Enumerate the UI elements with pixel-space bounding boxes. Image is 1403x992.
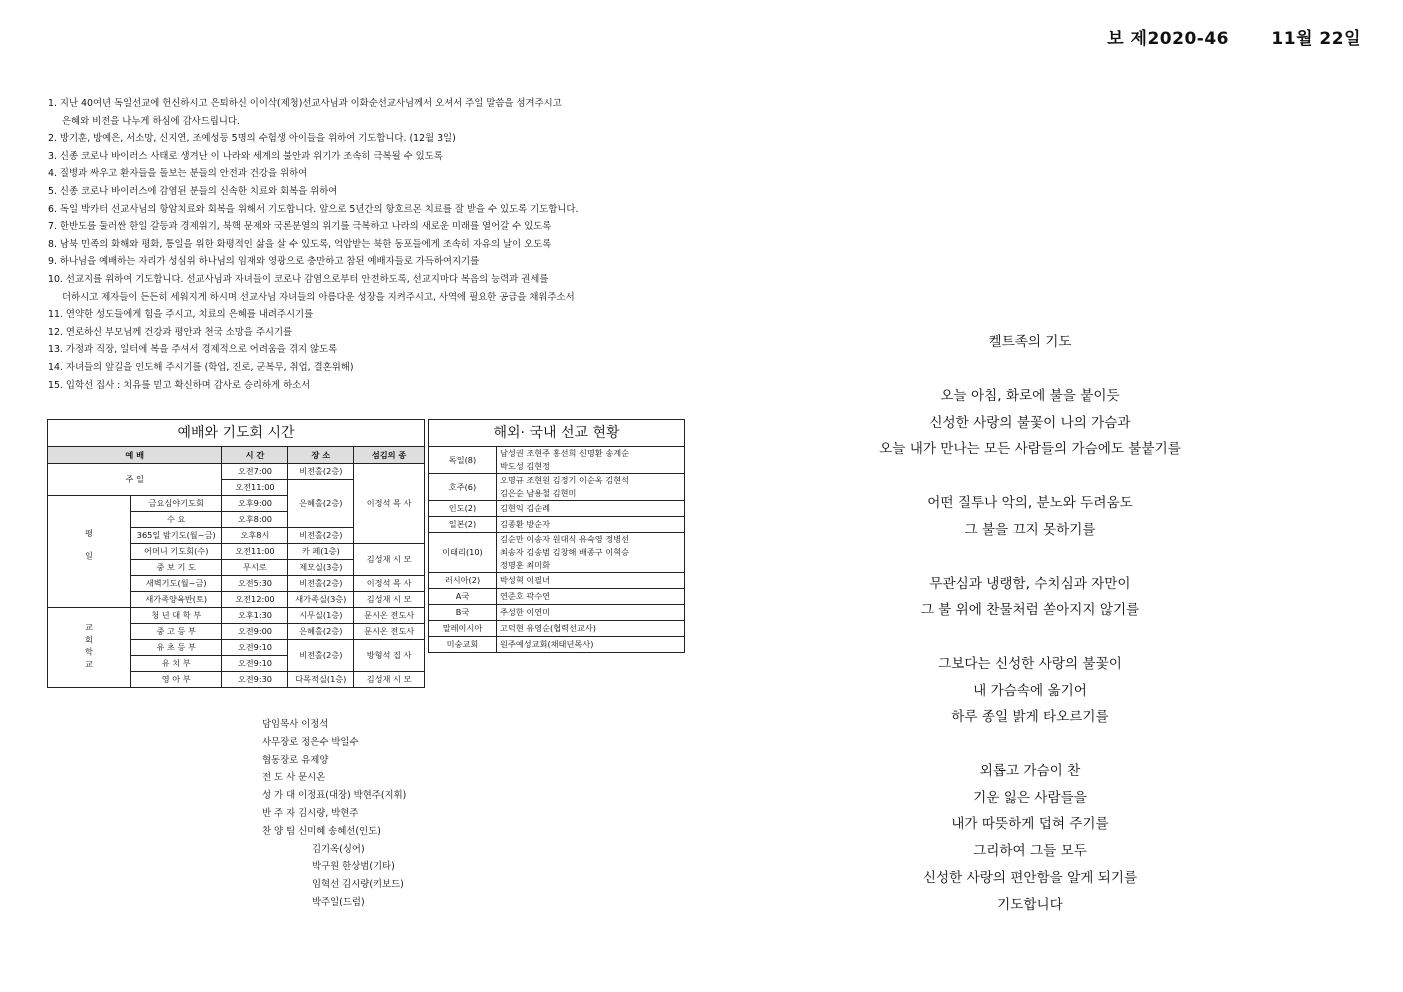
table-row: 오전11:00 은혜홀(2층)	[48, 480, 425, 496]
table-row: 수 요 오후8:00	[48, 512, 425, 528]
school-label: 교회학교	[48, 608, 131, 688]
issue-number: 보 제2020-46	[1107, 29, 1229, 49]
missions-table-title: 해외· 국내 선교 현황	[429, 420, 685, 447]
prayer-item: 은혜와 비전을 나누게 하심에 감사드립니다.	[62, 115, 240, 127]
staff-item: 김기옥(싱어)	[312, 843, 365, 855]
poem-stanza: 오늘 아침, 화로에 불을 붙이듯 신성한 사랑의 불꽃이 나의 가슴과 오늘 내가 만나는 모든 사람들의 가슴에도 불붙기를	[879, 388, 1181, 458]
table-row: 말레이시아 고덕현 유영순(협력선교사)	[429, 621, 685, 637]
table-row: 인도(2) 김현익 김순례	[429, 501, 685, 517]
prayer-item: 1. 지난 40여년 독일선교에 헌신하시고 은퇴하신 이이삭(제청)선교사님과 이화순선교사님께서 오셔서 주일 말씀을 섬겨주시고	[48, 98, 562, 109]
header-service: 예 배	[48, 447, 222, 464]
table-row: 러시아(2) 박성혁 이필녀	[429, 573, 685, 589]
prayer-item: 8. 남북 민족의 화해와 평화, 통일을 위한 화평적인 삶을 살 수 있도록, 억압받는 북한 동포들에게 조속히 자유의 날이 오도록	[48, 238, 552, 250]
bulletin-date: 11월 22일	[1271, 29, 1361, 49]
table-row: 평일 금요심야기도회 오후9:00	[48, 496, 425, 512]
poem-stanza: 그보다는 신성한 사랑의 불꽃이 내 가슴속에 옮기어 하루 종일 밝게 타오르기를	[938, 655, 1122, 726]
poem-stanza: 어떤 질투나 악의, 분노와 두려움도 그 불을 끄지 못하기를	[927, 495, 1133, 538]
header-leader: 섬김의 종	[354, 447, 425, 464]
table-row: A국 연준호 곽수연	[429, 589, 685, 605]
table-row: 이태리(10) 김순만 이송자 원대식 유숙영 정병선 최송자 김송범 김창해 배종구 이혁승 정명훈 최미화	[429, 533, 685, 573]
table-row: 중 고 등 부 오전9:00 은혜홀(2층) 문시온 전도사	[48, 624, 425, 640]
table-row: 새가족양육반(토) 오전12:00 새가족실(3층) 김성재 시 모	[48, 592, 425, 608]
prayer-item: 4. 질병과 싸우고 환자들을 돌보는 분들의 안전과 건강을 위하여	[48, 168, 308, 180]
staff-item: 박주일(드럼)	[312, 896, 365, 908]
staff-item: 협동장로 유제양	[262, 754, 329, 766]
missions-table	[428, 419, 685, 653]
poem-stanza: 외롭고 가슴이 찬 기운 잃은 사람들을 내가 따뜻하게 덥혀 주기를 그리하여 그들 모두 신성한 사랑의 편안함을 알게 되기를 기도합니다	[922, 763, 1138, 913]
sunday-label: 주 일	[48, 464, 222, 496]
staff-item: 담임목사 이정석	[262, 719, 329, 730]
staff-item: 임혁선 김시량(키보드)	[312, 879, 404, 891]
staff-item: 박구원 한상범(기타)	[312, 861, 395, 873]
prayer-item: 2. 방기훈, 방예은, 서소망, 신지연, 조예성등 5명의 수험생 아이들을 위하여 기도합니다. (12월 3일)	[48, 133, 456, 145]
poem-stanza: 무관심과 냉랭함, 수치심과 자만이 그 불 위에 찬물처럼 쏟아지지 않기를	[920, 575, 1140, 619]
header-place: 장 소	[288, 447, 354, 464]
prayer-item: 3. 신종 코로나 바이러스 사태로 생겨난 이 나라와 세계의 불안과 위기가 조속히 극복될 수 있도록	[48, 150, 443, 162]
worship-schedule-table	[47, 419, 425, 688]
table-row: B국 주성한 이연미	[429, 605, 685, 621]
poem	[852, 330, 1208, 945]
staff-list	[262, 716, 406, 912]
staff-item: 반 주 자 김시량, 박현주	[262, 807, 359, 819]
worship-table-title: 예배와 기도회 시간	[48, 420, 425, 447]
table-row: 중 보 기 도 무시로 제모실(3층)	[48, 560, 425, 576]
weekday-label: 평일	[48, 496, 131, 608]
prayer-item: 13. 가정과 직장, 일터에 복을 주셔서 경제적으로 어려움을 겪지 않도록	[48, 344, 338, 356]
prayer-item: 5. 신종 코로나 바이러스에 감염된 분들의 신속한 치료와 회복을 위하여	[48, 185, 338, 197]
table-row: 주 일 오전7:00 비전홀(2층) 이정석 목 사	[48, 464, 425, 480]
prayer-item: 11. 연약한 성도들에게 힘을 주시고, 치료의 은혜를 내려주시기를	[48, 309, 314, 321]
header-time: 시 간	[222, 447, 288, 464]
table-row: 독일(8) 남성권 조현주 홍선희 신명환 송계순 박도성 김현정	[429, 447, 685, 474]
table-row: 어머니 기도회(수) 오전11:00 카 페(1층) 김성재 시 모	[48, 544, 425, 560]
table-row: 새벽기도(월~금) 오전5:30 비전홀(2층) 이정석 목 사	[48, 576, 425, 592]
table-row: 미숭교회 원주예성교회(채태년목사)	[429, 637, 685, 653]
prayer-item: 7. 한반도를 둘러싼 한일 갈등과 경제위기, 북핵 문제와 국론분열의 위기를 극복하고 나라의 새로운 미래를 열어갈 수 있도록	[48, 221, 552, 233]
prayer-item: 6. 독일 박카터 선교사님의 항암치료와 회복을 위해서 기도합니다. 앞으로 5년간의 항호르몬 치료를 잘 받을 수 있도록 기도합니다.	[48, 203, 579, 215]
table-row: 365일 밤기도(월~금) 오후8시 비전홀(2층)	[48, 528, 425, 544]
table-row: 유 치 부 오전9:10	[48, 656, 425, 672]
prayer-item: 더하시고 제자들이 든든히 세워지게 하시며 선교사님 자녀들의 아름다운 성장을 지켜주시고, 사역에 필요한 공급을 채워주소서	[62, 291, 575, 303]
table-row: 호주(6) 오명규 조현원 김정기 이순옥 김현석 김은순 남용철 김현미	[429, 474, 685, 501]
staff-item: 사무장로 정은수 박일수	[262, 736, 359, 748]
staff-item: 성 가 대 이정표(대장) 박현주(지휘)	[262, 790, 407, 802]
prayer-item: 9. 하나님을 예배하는 자리가 성심위 하나님의 임재와 영광으로 충만하고 참된 예배자들로 가득하여지기를	[48, 256, 480, 268]
prayer-item: 10. 선교지를 위하여 기도합니다. 선교사님과 자녀들이 코로나 감염으로부터 안전하도록, 선교지마다 복음의 능력과 권세를	[48, 273, 549, 285]
staff-item: 찬 양 팀 신미혜 송혜선(인도)	[262, 825, 381, 837]
table-row: 교회학교 청 년 대 학 부 오후1:30 시무실(1층) 문시온 전도사	[48, 608, 425, 624]
prayer-list	[48, 95, 688, 394]
table-row: 일본(2) 김종환 방순자	[429, 517, 685, 533]
table-row: 영 아 부 오전9:30 다목적실(1층) 김성재 시 모	[48, 672, 425, 688]
table-row: 유 초 등 부 오전9:10 비전홀(2층) 방형석 집 사	[48, 640, 425, 656]
poem-title: 켈트족의 기도	[988, 334, 1072, 350]
prayer-item: 12. 연로하신 부모님께 건강과 평안과 천국 소망을 주시기를	[48, 326, 293, 338]
prayer-item: 15. 입학선 집사 : 치유를 믿고 확신하며 감사로 승리하게 하소서	[48, 379, 311, 391]
bulletin-header	[1107, 24, 1361, 49]
prayer-item: 14. 자녀들의 앞길을 인도해 주시기를 (학업, 진로, 군복무, 취업, 결혼위해)	[48, 361, 354, 373]
staff-item: 전 도 사 문시온	[262, 772, 326, 784]
